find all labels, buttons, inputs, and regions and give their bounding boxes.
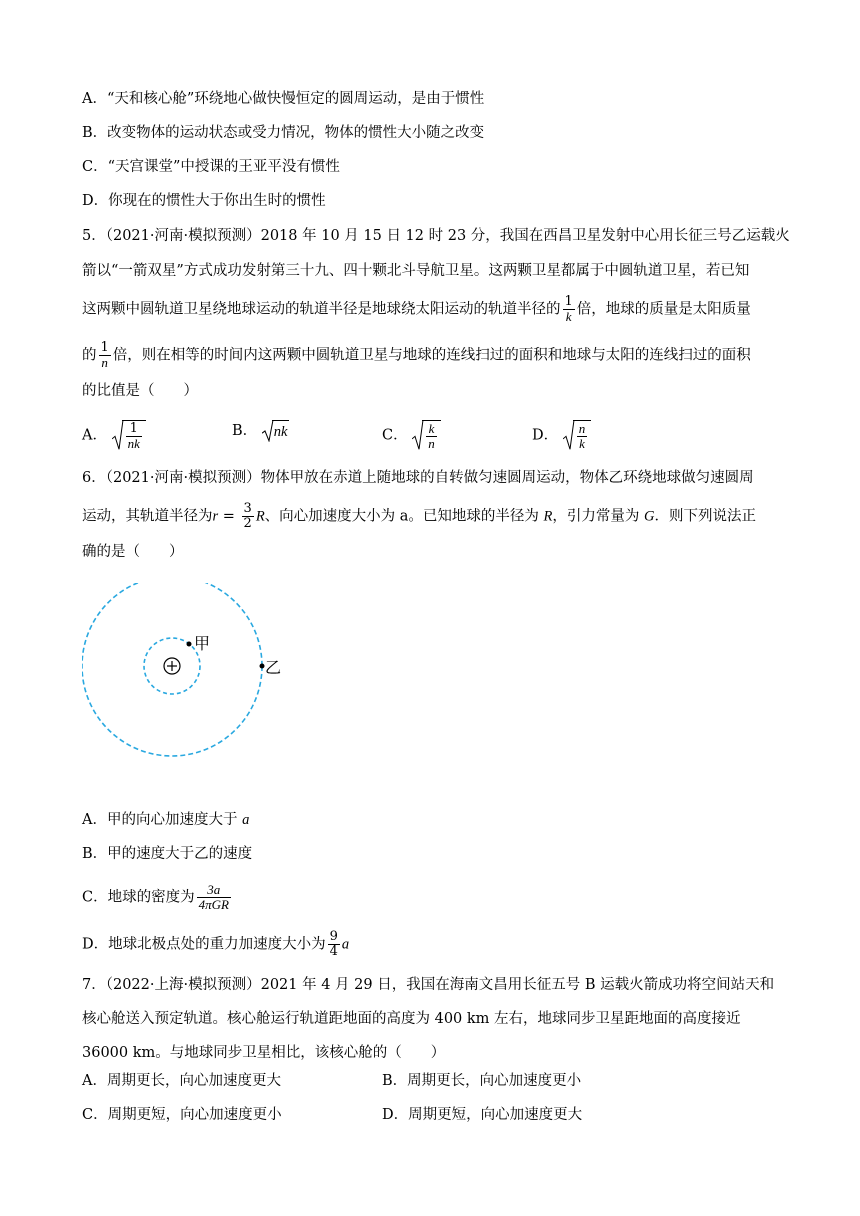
label-yi: 乙: [265, 658, 282, 677]
q4-option-b: B．改变物体的运动状态或受力情况，物体的惯性大小随之改变: [82, 125, 485, 141]
q5-stem-line-1: 5．（2021·河南·模拟预测）2018 年 10 月 15 日 12 时 23 分，我国在西昌卫星发射中心用长征三号乙运载火: [82, 228, 790, 244]
sqrt-expression: $\frac{k}{n}$: [412, 420, 441, 451]
object-jia-dot: [187, 642, 192, 647]
sqrt-expression: nk: [262, 420, 290, 442]
q4-option-c: C．“天宫课堂”中授课的王亚平没有惯性: [82, 159, 340, 175]
sqrt-expression: $\frac{n}{k}$: [563, 420, 592, 451]
q7-option-b: B．周期更长，向心加速度更小: [382, 1073, 582, 1089]
q7-stem-line-1: 7．（2022·上海·模拟预测）2021 年 4 月 29 日，我国在海南文昌用长征五号 B 运载火箭成功将空间站天和: [82, 977, 775, 993]
q6-stem-line-1: 6．（2021·河南·模拟预测）物体甲放在赤道上随地球的自转做匀速圆周运动，物体乙环绕地球做匀速圆周: [82, 470, 754, 486]
fraction-3-over-2: $\frac{3}{2}$: [243, 501, 252, 531]
fraction-1-over-k: $\frac{1}{k}$: [564, 294, 573, 324]
q5-stem-line-5: 的比值是（ ）: [82, 383, 198, 399]
q7-option-a: A．周期更长，向心加速度更大: [82, 1073, 281, 1089]
q6-option-b: B．甲的速度大于乙的速度: [82, 846, 253, 862]
q5-option-a: A． $\frac{1}{nk}$: [82, 420, 146, 451]
q4-option-a: A．“天和核心舱”环绕地心做快慢恒定的圆周运动，是由于惯性: [82, 91, 485, 107]
fraction-1-over-n: $\frac{1}{n}$: [100, 340, 109, 370]
label-jia: 甲: [194, 634, 211, 653]
q5-option-d: D． $\frac{n}{k}$: [532, 420, 591, 451]
fraction-9-over-4: $\frac{9}{4}$: [329, 929, 338, 959]
q6-stem-line-3: 确的是（ ）: [82, 544, 184, 560]
q7-option-c: C．周期更短，向心加速度更小: [82, 1107, 282, 1123]
q7-stem-line-2: 核心舱送入预定轨道。核心舱运行轨道距地面的高度为 400 km 左右，地球同步卫星距地面的高度接近: [82, 1011, 741, 1027]
q4-option-d: D．你现在的惯性大于你出生时的惯性: [82, 193, 326, 209]
fraction-density: $\frac{3a}{\text{4πGR}}$: [198, 882, 229, 912]
q6-option-c: C．地球的密度为 $\frac{3a}{\text{4πGR}}$: [82, 882, 229, 912]
q5-option-b: B． nk: [232, 420, 289, 442]
sqrt-expression: $\frac{1}{nk}$: [112, 420, 146, 451]
q6-option-d: D．地球北极点处的重力加速度大小为 $\frac{9}{4}$ a: [82, 929, 350, 959]
object-yi-dot: [260, 664, 265, 669]
q7-stem-line-3: 36000 km。与地球同步卫星相比，该核心舱的（ ）: [82, 1045, 446, 1061]
orbit-diagram: [82, 583, 302, 763]
q7-option-d: D．周期更短，向心加速度更大: [382, 1107, 583, 1123]
q6-option-a: A．甲的向心加速度大于 a: [82, 812, 250, 828]
q5-option-c: C． $\frac{k}{n}$: [382, 420, 441, 451]
q5-stem-line-4: 的 $\frac{1}{n}$ 倍，则在相等的时间内这两颗中圆轨道卫星与地球的连线扫过的面积和地球与太阳的连线扫过的面积: [82, 340, 751, 370]
q5-stem-line-3: 这两颗中圆轨道卫星绕地球运动的轨道半径是地球绕太阳运动的轨道半径的 $\frac{1}{k}$ 倍，地球的质量是太阳质量: [82, 294, 751, 324]
q6-stem-line-2: 运动，其轨道半径为r = $\frac{3}{2}$ R、向心加速度大小为 a。已知地球的半径为 R，引力常量为 G．则下列说法正: [82, 501, 756, 531]
q5-stem-line-2: 箭以“一箭双星”方式成功发射第三十九、四十颗北斗导航卫星。这两颗卫星都属于中圆轨道卫星，若已知: [82, 263, 750, 279]
